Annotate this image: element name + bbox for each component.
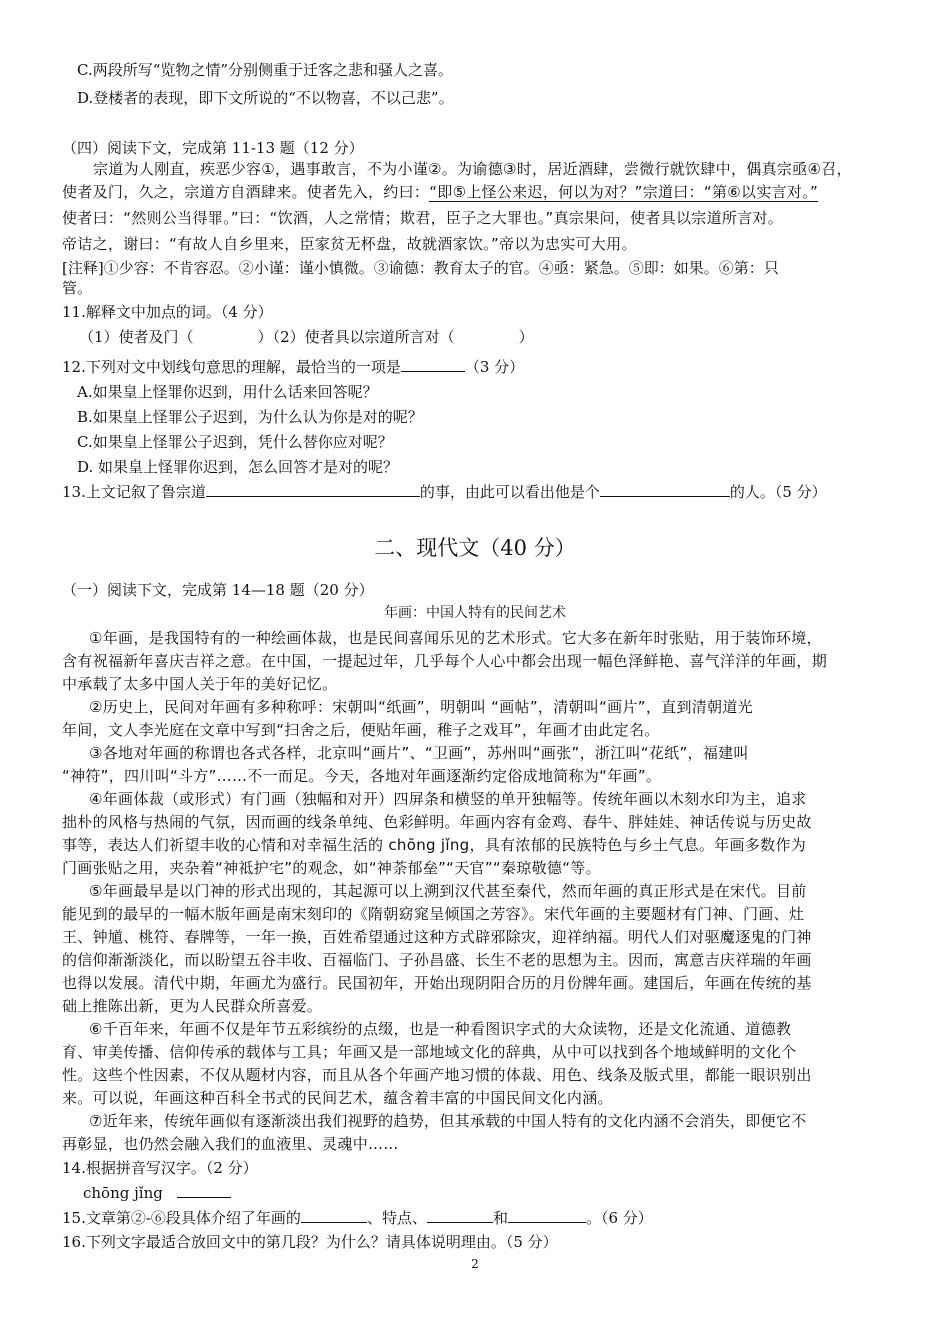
q14-pinyin-row	[83, 1183, 231, 1203]
q15-part: 、特点、	[366, 1209, 427, 1227]
q11-item2: （2）使者具以宗道所言对（	[272, 328, 455, 346]
q13-part: 的事，由此可以看出他是个	[419, 483, 600, 501]
passage-line: 使者曰：“然则公当得罪。”曰：“饮酒，人之常情；欺君，臣子之大罪也。”真宗果问，使者具以宗道所言对。	[62, 209, 784, 227]
annotation-note: 管。	[62, 279, 93, 297]
paragraph-line: 能见到的最早的一幅木版年画是南宋刻印的《隋朝窈窕呈倾国之芳容》。宋代年画的主要题材有门神、门画、灶	[62, 905, 805, 923]
paragraph-line: 育、审美传播、信仰传承的载体与工具；年画又是一部地域文化的辞典，从中可以找到各个地域鲜明的文化个	[62, 1043, 797, 1061]
answer-blank[interactable]	[177, 1183, 231, 1198]
paragraph-line: ⑥千百年来，年画不仅是年节五彩缤纷的点缀，也是一种看图识字式的大众读物，还是文化流通、道德教	[89, 1020, 792, 1038]
answer-blank[interactable]	[600, 482, 730, 497]
q12-option-a: A.如果皇上怪罪你迟到，用什么话来回答呢？	[77, 383, 378, 401]
paragraph-line: 门画张贴之用，夹杂着“神祗护宅”的观念，如“神荼郁垒”“天官”“秦琼敬德“等。	[62, 859, 601, 877]
passage-text: 使者及门，久之，宗道方自酒肆来。使者先入，约曰：	[62, 183, 430, 201]
paragraph-line: ①年画，是我国特有的一种绘画体裁，也是民间喜闻乐见的艺术形式。它大多在新年时张贴，用于装饰环境，	[89, 629, 822, 647]
question-13	[62, 482, 827, 502]
q13-part: 的人。（5 分）	[729, 483, 827, 501]
q12-option-c: C.如果皇上怪罪公子迟到，凭什么替你应对呢？	[77, 433, 393, 451]
paragraph-line: 中承载了太多中国人关于年的美好记忆。	[62, 675, 338, 693]
answer-blank[interactable]	[206, 482, 420, 497]
passage-line: 帝诘之，谢曰：“有故人自乡里来，臣家贫无杯盘，故就酒家饮。”帝以为忠实可大用。	[62, 235, 637, 253]
question-12	[62, 357, 524, 377]
page-number: 2	[471, 1257, 479, 1271]
paragraph-line: 年间，文人李光庭在文章中写到“扫舍之后，便贴年画，稚子之戏耳”，年画才由此定名。	[62, 721, 660, 739]
option-c: C.两段所写“览物之情”分别侧重于迁客之悲和骚人之喜。	[77, 61, 454, 79]
paragraph-line: ⑦近年来，传统年画似有逐渐淡出我们视野的趋势，但其承载的中国人特有的文化内涵不会消失，即便它不	[89, 1112, 807, 1130]
article-title: 年画：中国人特有的民间艺术	[384, 605, 566, 621]
paragraph-line: 性。这些个性因素，不仅从题材内容，而且从各个年画产地习惯的体裁、用色、线条及版式里，都能一眼识别出	[62, 1066, 812, 1084]
paragraph-line: 拙朴的风格与热闹的气氛，因而画的线条单纯、色彩鲜明。年画内容有金鸡、春牛、胖娃娃、神话传说与历史故	[62, 813, 812, 831]
answer-blank[interactable]	[427, 1208, 493, 1223]
section-title: 二、现代文（40 分）	[374, 536, 576, 560]
q12-option-b: B.如果皇上怪罪公子迟到，为什么认为你是对的呢？	[77, 408, 423, 426]
q12-option-d: D. 如果皇上怪罪你迟到，怎么回答才是对的呢？	[77, 458, 399, 476]
question-16: 16.下列文字最适合放回文中的第几段？为什么？请具体说明理由。（5 分）	[62, 1233, 558, 1251]
option-d: D.登楼者的表现，即下文所说的“不以物喜，不以己悲”。	[77, 89, 454, 107]
passage-line	[62, 182, 818, 202]
q15-part: 。（6 分）	[585, 1209, 653, 1227]
paragraph-line: 含有祝福新年喜庆吉祥之意。在中国，一提起过年，几乎每个人心中都会出现一幅色泽鲜艳、喜气洋洋的年画，期	[62, 652, 828, 670]
q15-part: 15.文章第②-⑥段具体介绍了年画的	[62, 1209, 301, 1227]
answer-blank[interactable]	[301, 1208, 367, 1223]
part4-header: （四）阅读下文，完成第 11-13 题（12 分）	[62, 139, 364, 157]
q14-pinyin: chōng jǐng	[83, 1184, 163, 1202]
paragraph-line: 王、钟馗、桃符、春牌等，一年一换，百姓希望通过这种方式辟邪除灾，迎祥纳福。明代人们对驱魔逐鬼的门神	[62, 928, 812, 946]
question-11: 11.解释文中加点的词。（4 分）	[62, 303, 273, 321]
q15-part: 和	[492, 1209, 508, 1227]
paragraph-line: 础上推陈出新，更为人民群众所喜爱。	[62, 997, 323, 1015]
part1-header: （一）阅读下文，完成第 14—18 题（20 分）	[62, 581, 374, 599]
passage-line: 宗道为人刚直，疾恶少容①，遇事敢言，不为小谨②。为谕德③时，居近酒肆，尝微行就饮肆中，偶真宗亟④召，	[93, 160, 852, 178]
paragraph-line: ③各地对年画的称谓也各式各样，北京叫“画片”、“卫画”，苏州叫“画张”，浙江叫“花纸”，福建叫	[89, 744, 749, 762]
paragraph-line: 事等，表达人们祈望丰收的心情和对幸福生活的 chōng jǐng，具有浓郁的民族特色与乡土气息。年画多数作为	[62, 836, 807, 854]
paragraph-line: 来。可以说，年画这种百科全书式的民间艺术，蕴含着丰富的中国民间文化内涵。	[62, 1089, 613, 1107]
paragraph-line: 的信仰渐渐淡化，而以盼望五谷丰收、百福临门、子孙昌盛、长生不老的思想为主。因而，寓意吉庆祥瑞的年画	[62, 951, 812, 969]
paragraph-line: ④年画体裁（或形式）有门画（独幅和对开）四屏条和横竖的单开独幅等。传统年画以木刻水印为主，追求	[89, 790, 807, 808]
q11-item1: （1）使者及门（	[79, 328, 194, 346]
q12-score: （3 分）	[464, 358, 525, 376]
q11-item1-close: ）	[257, 328, 273, 346]
paragraph-line: 再彰显，也仍然会融入我们的血液里、灵魂中……	[62, 1135, 399, 1153]
answer-blank[interactable]	[508, 1208, 586, 1223]
annotation-note: [注释]①少容：不肯容忍。②小谨：谨小慎微。③谕德：教育太子的官。④亟：紧急。⑤即：如果。⑥第：只	[62, 259, 779, 277]
paragraph-line: 也得以发展。清代中期，年画尤为盛行。民国初年，开始出现阴阳合历的月份牌年画。建国后，年画在传统的基	[62, 974, 812, 992]
q12-stem: 12.下列对文中划线句意思的理解，最恰当的一项是	[62, 358, 401, 376]
question-14: 14.根据拼音写汉字。（2 分）	[62, 1159, 258, 1177]
q13-part: 13.上文记叙了鲁宗道	[62, 483, 206, 501]
answer-blank[interactable]	[401, 357, 465, 372]
paragraph-line: “神符”，四川叫“斗方”……不一而足。今天，各地对年画逐渐约定俗成地简称为“年画”。	[62, 767, 662, 785]
question-11-items	[79, 327, 534, 347]
passage-text: 宗道曰：“第⑥以实言对。”	[642, 183, 819, 201]
paragraph-line: ⑤年画最早是以门神的形式出现的，其起源可以上溯到汉代甚至秦代，然而年画的真正形式是在宋代。目前	[89, 882, 807, 900]
paragraph-line: ②历史上，民间对年画有多种称呼：宋朝叫“纸画”，明朝叫 “画帖”，清朝叫“画片”，直到清朝道光	[89, 698, 753, 716]
q11-item2-close: ）	[518, 328, 534, 346]
underlined-sentence: “即⑤上怪公来迟，何以为对？”	[429, 183, 643, 201]
question-15	[62, 1208, 653, 1228]
